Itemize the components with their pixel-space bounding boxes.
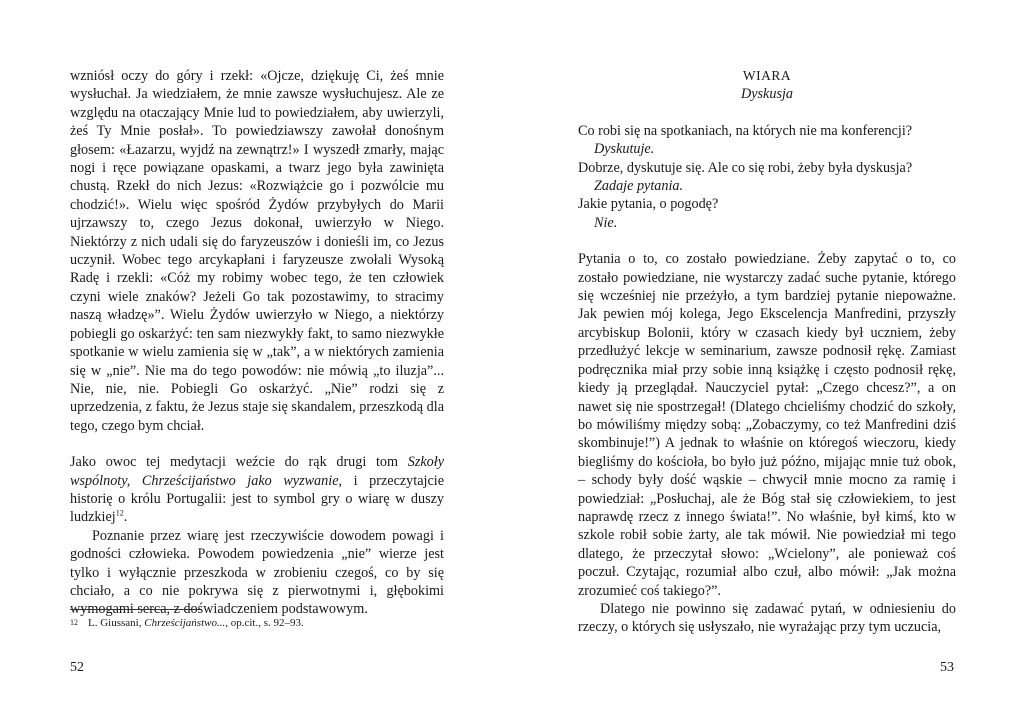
footnote-divider [70,609,202,610]
dialog-line: Zadaje pytania. [594,178,684,195]
right-page [512,0,1024,724]
book-title: Szkoły wspólnoty, Chrześcijaństwo jako wyzwanie [70,454,444,489]
dialog-line: Dobrze, dyskutuje się. Ale co się robi, żeby była dyskusja? [578,159,913,176]
body-paragraph: Jako owoc tej medytacji weźcie do rąk drugi tom Szkoły wspólnoty, Chrześcijaństwo jako wyzwanie, i przeczytajcie historię o królu Portugalii: jest to symbol gry o wiarę w duszy ludzkiej$^{12}$. [70,454,444,526]
dialog-line: Jakie pytania, o pogodę? [578,196,719,213]
footnote: $^{12}$ L. Giussani, Chrześcijaństwo..., op.cit., s. 92–93. [70,617,304,629]
dialog-line: Dyskutuje. [594,141,655,158]
dialog-block [578,122,956,232]
footnote-number: 12 [70,618,78,627]
section-heading [578,67,956,104]
body-paragraph: Poznanie przez wiarę jest rzeczywiście dowodem powagi i godności człowieka. Powodem powiedzenia „nie” wierze jest tylko i wyłącznie przeszkoda w zrobieniu czegoś, co by się chciało, a co nie pokrywa się z pierwotnymi i, głębokimi wymogami serca, z doświadczeniem podstawowym. [70,527,444,618]
section-title: WIARA [742,68,792,83]
section-subtitle: Dyskusja [740,86,793,103]
dialog-line: Nie. [594,214,618,231]
body-paragraph: Dlatego nie powinno się zadawać pytań, w odniesieniu do rzeczy, o których się usłyszało, nie wyrażając przy tym uczucia, [578,600,956,636]
left-text-column [70,67,444,619]
footnote-reference: 12 [115,508,124,518]
right-text-column [578,67,956,637]
page-number: 53 [940,660,954,675]
page-number: 52 [70,660,84,675]
body-paragraph: Pytania o to, co zostało powiedziane. Żeby zapytać o to, co zostało powiedziane, nie wystarczy zadać suche pytanie, którego się wcześniej nie przeżyło, a tym bardziej pytanie niepoważne. Jak pewien mój kolega, Jego Ekscelencja Manfredini, przyszły arcybiskup Bolonii, który w czasach kiedy był uczniem, żeby przedłużyć lekcje w seminarium, zawsze podnosił rękę. Zamiast podręcznika miał przy sobie inną książkę i często podnosił rękę, kiedy ją przeglądał. Nauczyciel pytał: „Czego chcesz?”, a on nawet się nie spostrzegał! (Dlatego chcieliśmy chodzić do szkoły, bo mówiliśmy między sobą: „Zobaczymy, co też Manfredini dziś skombinuje!”) A jednak to właśnie on któregoś wieczoru, kiedy biegliśmy do kościoła, bo było już późno, mijając mnie tuż obok, – schody były dość wąskie – chwycił mnie mocno za ramię i powiedział: „Posłuchaj, ale że Bóg stał się człowiekiem, to jest naprawdę rzecz z innego świata!”. No właśnie, był kimś, kto w szkole robił sobie żarty, ale tak mówił. Nie powiedział mi tego dlatego, że przeczytał słowo: „Wcielony”, ale ponieważ coś poczuł. Czytając, rozumiał albo czuł, albo mówił: „Jak można zrozumieć coś takiego?”. [578,251,956,599]
body-paragraph: wzniósł oczy do góry i rzekł: «Ojcze, dziękuję Ci, żeś mnie wysłuchał. Ja wiedziałem, że mnie zawsze wysłuchujesz. Ale ze względu na otaczający Mnie lud to powiedziałem, aby uwierzyli, żeś Ty Mnie posłał». To powiedziawszy zawołał donośnym głosem: «Łazarzu, wyjdź na zewnątrz!» I wyszedł zmarły, mając nogi i ręce powiązane opaskami, a twarz jego była zawinięta chustą. Rzekł do nich Jezus: «Rozwiążcie go i pozwólcie mu chodzić!». Wielu więc spośród Żydów przybyłych do Marii ujrzawszy to, czego Jezus dokonał, uwierzyło w Niego. Niektórzy z nich udali się do faryzeuszów i donieśli im, co Jezus uczynił. Wobec tego arcykapłani i faryzeusze zwołali Wysoką Radę i rzekli: «Cóż my robimy wobec tego, że ten człowiek czyni wiele znaków? Jeżeli Go tak pozostawimy, to stracimy naszą władzę»”. Wielu Żydów uwierzyło w Niego, a niektórzy pobiegli go oskarżyć: ten sam niezwykły fakt, to samo niezwykłe spotkanie w wielu zamienia się w „tak”, a w niektórych zamienia się w „nie”. Nie ma do tego powodów: nie mówią „to iluzja”... Nie, nie, nie. Pobiegli Go oskarżyć. „Nie” rodzi się z uprzedzenia, z faktu, że Jezus staje się skandalem, przeszkodą dla tego, czego bym chciał. [70,68,444,434]
dialog-line: Co robi się na spotkaniach, na których nie ma konferencji? [578,122,913,139]
